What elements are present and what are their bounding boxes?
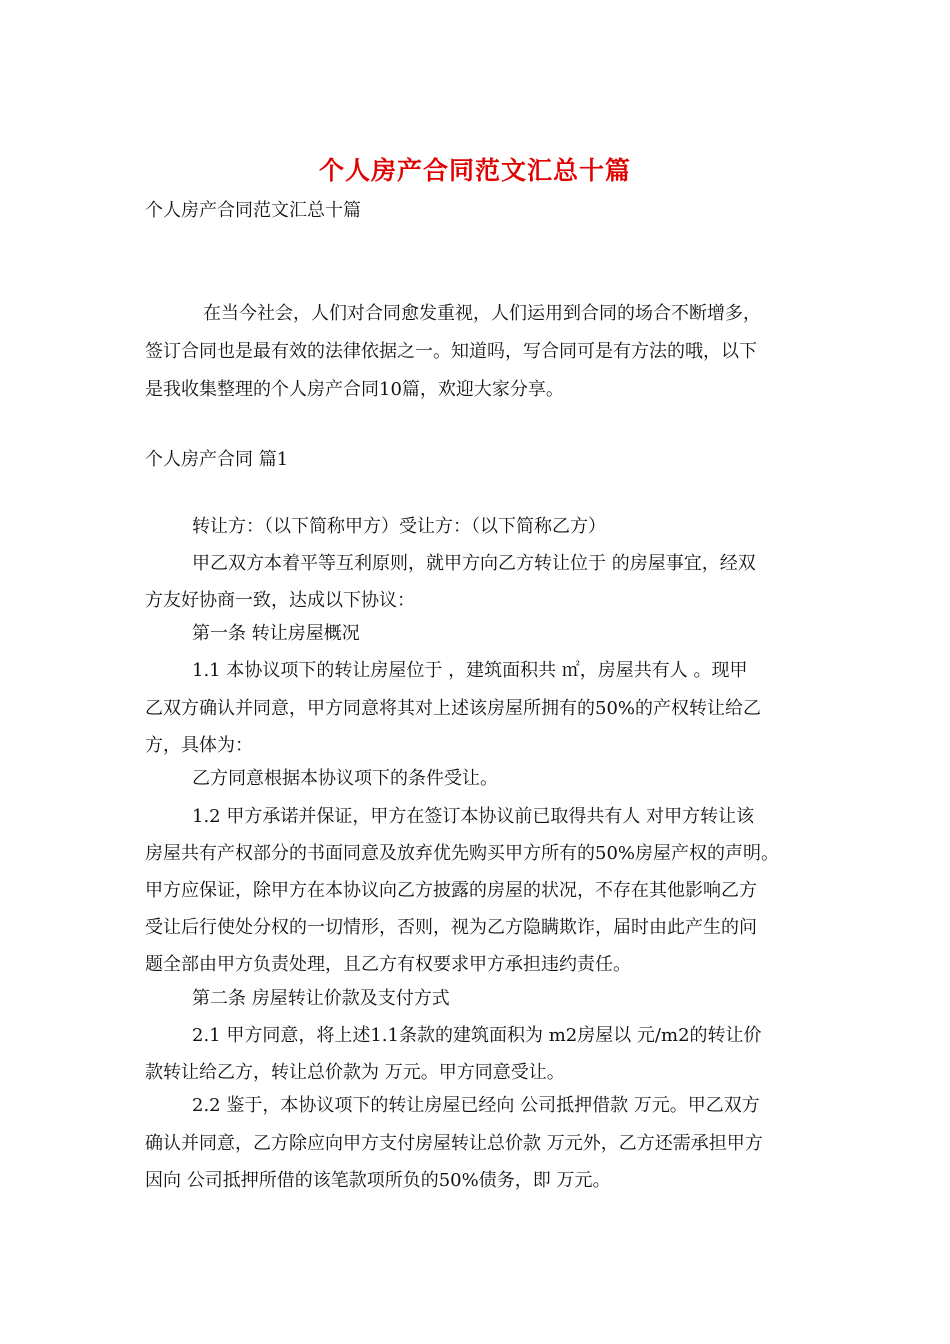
section-heading: 个人房产合同 篇1 xyxy=(145,449,289,470)
document-title: 个人房产合同范文汇总十篇 xyxy=(318,156,631,185)
intro-line: 是我收集整理的个人房产合同10篇，欢迎大家分享。 xyxy=(145,379,564,400)
intro-line: 签订合同也是最有效的法律依据之一。知道吗，写合同可是有方法的哦，以下 xyxy=(145,341,757,362)
document-subtitle: 个人房产合同范文汇总十篇 xyxy=(145,200,361,221)
article-heading: 第二条 房屋转让价款及支付方式 xyxy=(192,988,450,1009)
body-line: 甲方应保证，除甲方在本协议向乙方披露的房屋的状况，不存在其他影响乙方 xyxy=(145,880,757,901)
body-line: 甲乙双方本着平等互利原则，就甲方向乙方转让位于 的房屋事宜，经双 xyxy=(192,553,756,574)
body-line: 房屋共有产权部分的书面同意及放弃优先购买甲方所有的50%房屋产权的声明。 xyxy=(145,843,780,864)
body-line: 因向 公司抵押所借的该笔款项所负的50%债务，即 万元。 xyxy=(145,1170,611,1191)
body-line: 款转让给乙方，转让总价款为 万元。甲方同意受让。 xyxy=(145,1062,565,1083)
body-line: 2.1 甲方同意，将上述1.1条款的建筑面积为 m2房屋以 元/m2的转让价 xyxy=(192,1025,762,1046)
body-line: 乙双方确认并同意，甲方同意将其对上述该房屋所拥有的50%的产权转让给乙 xyxy=(145,698,762,719)
body-line: 题全部由甲方负责处理，且乙方有权要求甲方承担违约责任。 xyxy=(145,954,631,975)
body-line: 1.2 甲方承诺并保证，甲方在签订本协议前已取得共有人 对甲方转让该 xyxy=(192,806,755,827)
body-line: 乙方同意根据本协议项下的条件受让。 xyxy=(192,768,498,789)
body-line: 方，具体为： xyxy=(145,735,253,756)
body-line: 方友好协商一致，达成以下协议： xyxy=(145,590,415,611)
intro-line: 在当今社会，人们对合同愈发重视，人们运用到合同的场合不断增多， xyxy=(203,303,761,324)
body-line: 转让方：（以下简称甲方）受让方：（以下简称乙方） xyxy=(192,516,606,537)
body-line: 2.2 鉴于，本协议项下的转让房屋已经向 公司抵押借款 万元。甲乙双方 xyxy=(192,1095,760,1116)
body-line: 1.1 本协议项下的转让房屋位于 ，建筑面积共 ㎡，房屋共有人 。现甲 xyxy=(192,660,748,681)
body-line: 受让后行使处分权的一切情形，否则，视为乙方隐瞒欺诈，届时由此产生的问 xyxy=(145,917,757,938)
article-heading: 第一条 转让房屋概况 xyxy=(192,623,360,644)
body-line: 确认并同意，乙方除应向甲方支付房屋转让总价款 万元外，乙方还需承担甲方 xyxy=(145,1133,763,1154)
